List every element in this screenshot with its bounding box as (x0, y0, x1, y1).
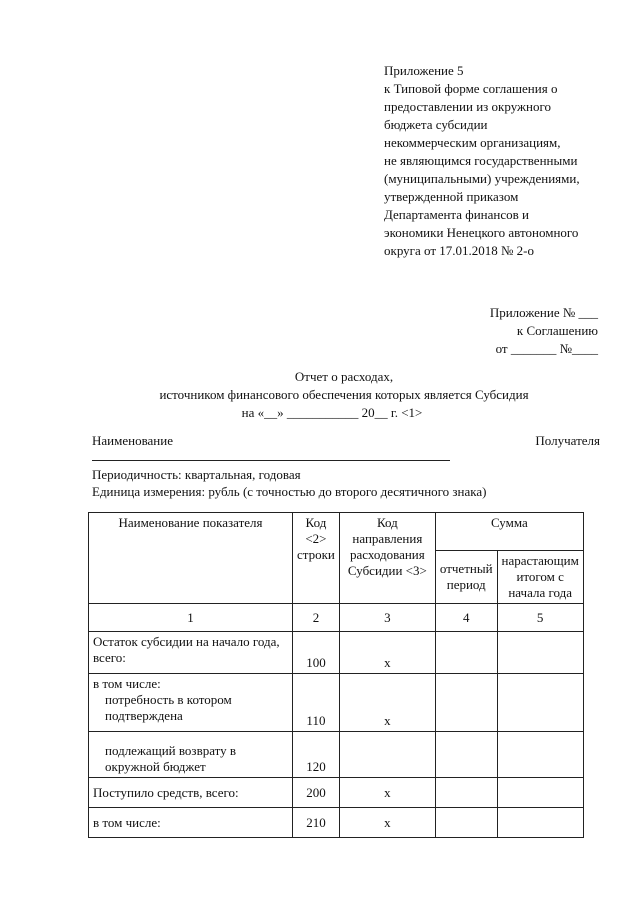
column-number: 5 (497, 604, 583, 632)
row-name: потребность в котором подтверждена (105, 692, 232, 723)
report-title (0, 368, 640, 422)
header-code-direction: Код направления расходования Субсидии <3> (339, 513, 435, 604)
appendix-line: предоставлении из окружного (384, 99, 551, 114)
row-direction: x (339, 674, 435, 732)
row-name: подлежащий возврату в окружной бюджет (89, 732, 293, 778)
row-period-value (435, 778, 497, 808)
appendix-line: к Типовой форме соглашения о (384, 81, 558, 96)
row-name: Поступило средств, всего: (89, 778, 293, 808)
row-cumulative-value (497, 808, 583, 838)
row-direction: x (339, 778, 435, 808)
agreement-date-number: от _______ №____ (495, 341, 598, 356)
header-sum: Сумма (435, 513, 583, 551)
unit-line: Единица измерения: рубль (с точностью до второго десятичного знака) (92, 484, 487, 499)
row-direction (339, 732, 435, 778)
agreement-label: к Соглашению (516, 323, 598, 338)
report-table (88, 512, 584, 838)
table-row (89, 732, 584, 778)
row-subheading: в том числе: (93, 676, 161, 691)
column-number: 3 (339, 604, 435, 632)
agreement-appendix-number: Приложение № ___ (489, 305, 598, 320)
table-row (89, 808, 584, 838)
column-number: 4 (435, 604, 497, 632)
row-name: Остаток субсидии на начало года, всего: (89, 632, 293, 674)
title-line-2: источником финансового обеспечения которых является Субсидия (159, 387, 529, 402)
appendix-line: утвержденной приказом (384, 189, 519, 204)
column-number: 1 (89, 604, 293, 632)
agreement-reference (490, 304, 598, 358)
row-cumulative-value (497, 674, 583, 732)
column-number-row (89, 604, 584, 632)
row-cumulative-value (497, 778, 583, 808)
table-header-row (89, 513, 584, 551)
row-cumulative-value (497, 732, 583, 778)
appendix-line: Департамента финансов и (384, 207, 529, 222)
name-label: Наименование (92, 433, 173, 448)
row-direction: x (339, 632, 435, 674)
header-cumulative: нарастающим итогом с начала года (497, 551, 583, 604)
appendix-line: экономики Ненецкого автономного (384, 225, 579, 240)
table-row (89, 674, 584, 732)
column-number: 2 (293, 604, 340, 632)
title-line-1: Отчет о расходах, (294, 369, 394, 384)
row-period-value (435, 732, 497, 778)
appendix-line: округа от 17.01.2018 № 2-о (384, 243, 534, 258)
row-name-cell (89, 674, 293, 732)
row-period-value (435, 808, 497, 838)
header-indicator: Наименование показателя (89, 513, 293, 604)
appendix-line: некоммерческим организациям, (384, 135, 561, 150)
recipient-name-row (92, 432, 600, 450)
title-line-3: на «__» ___________ 20__ г. <1> (241, 405, 423, 420)
recipient-label: Получателя (535, 433, 600, 448)
row-direction: x (339, 808, 435, 838)
header-code-row: Код <2> строки (293, 513, 340, 604)
row-code: 200 (293, 778, 340, 808)
row-period-value (435, 632, 497, 674)
periodicity-line: Периодичность: квартальная, годовая (92, 467, 301, 482)
row-code: 100 (293, 632, 340, 674)
name-underline (92, 460, 450, 461)
appendix-5-header (384, 62, 624, 260)
row-period-value (435, 674, 497, 732)
table-row (89, 778, 584, 808)
row-code: 210 (293, 808, 340, 838)
appendix-line: Приложение 5 (384, 63, 464, 78)
appendix-line: бюджета субсидии (384, 117, 488, 132)
appendix-line: не являющимся государственными (384, 153, 578, 168)
appendix-line: (муниципальными) учреждениями, (384, 171, 580, 186)
row-code: 110 (293, 674, 340, 732)
row-cumulative-value (497, 632, 583, 674)
row-name: в том числе: (89, 808, 293, 838)
row-code: 120 (293, 732, 340, 778)
header-reporting-period: отчетный период (435, 551, 497, 604)
table-row (89, 632, 584, 674)
